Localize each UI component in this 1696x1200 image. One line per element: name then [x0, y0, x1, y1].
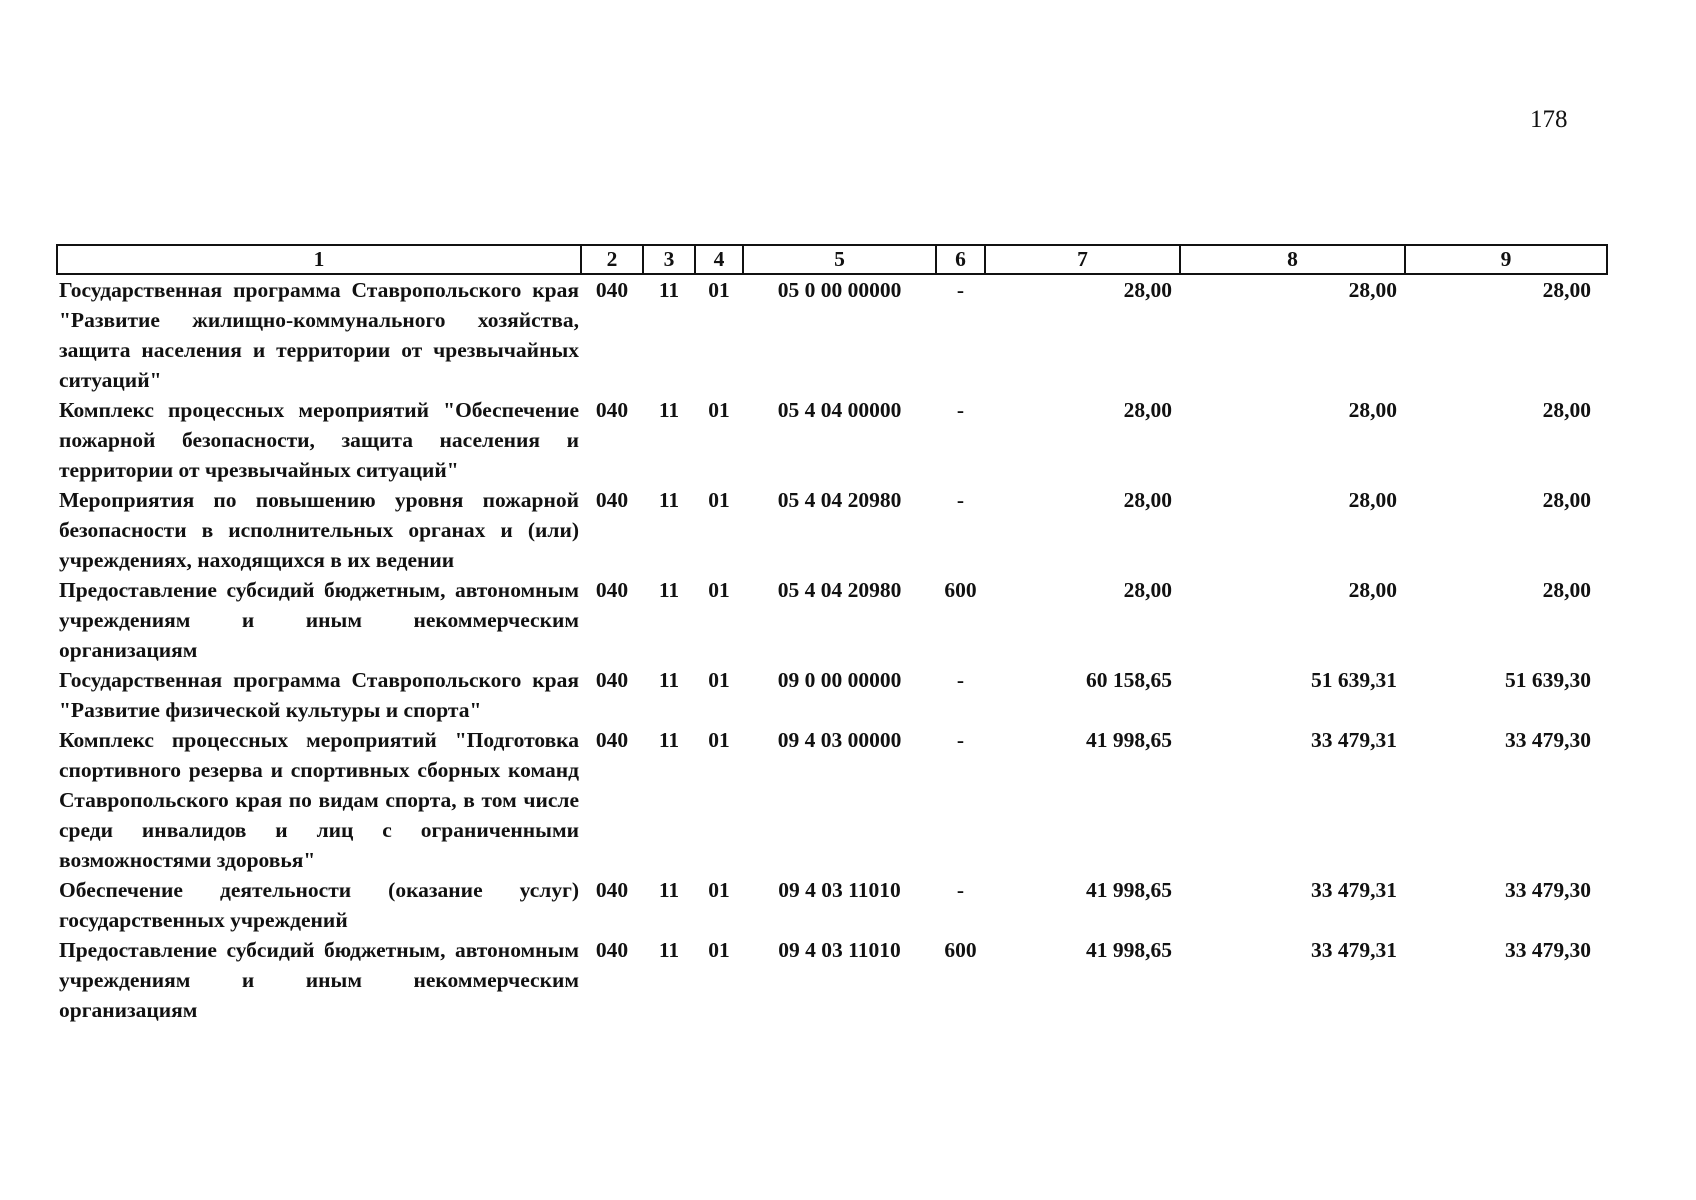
amount-col-9: 28,00 — [1542, 278, 1591, 302]
expense-type-code: - — [956, 878, 965, 902]
amount-col-9: 33 479,30 — [1505, 728, 1591, 752]
expense-type-code: - — [956, 488, 965, 512]
subsection-code: 01 — [708, 878, 730, 902]
amount-col-7: 60 158,65 — [1086, 668, 1172, 692]
section-code: 11 — [658, 278, 680, 302]
subsection-code: 01 — [708, 668, 730, 692]
subsection-code: 01 — [708, 278, 730, 302]
section-code: 11 — [658, 878, 680, 902]
target-article-code: 05 0 00 00000 — [777, 278, 902, 302]
chapter-code: 040 — [595, 938, 629, 962]
column-header: 8 — [1180, 245, 1405, 274]
table-row — [57, 725, 1607, 875]
amount-col-9: 51 639,30 — [1505, 668, 1591, 692]
target-article-code: 09 4 03 00000 — [777, 728, 902, 752]
table-row — [57, 575, 1607, 665]
chapter-code: 040 — [595, 278, 629, 302]
amount-col-8: 33 479,31 — [1311, 878, 1397, 902]
section-code: 11 — [658, 668, 680, 692]
row-name: Комплекс процессных мероприятий "Подготовка спортивного резерва и спортивных сборных команд Ставропольского края по видам спорта, в том числе среди инвалидов и лиц с ограниченными возможностями здоровья" — [59, 728, 579, 872]
table-row — [57, 935, 1607, 1025]
row-name: Предоставление субсидий бюджетным, автономным учреждениям и иным некоммерческим организациям — [59, 938, 579, 1022]
subsection-code: 01 — [708, 728, 730, 752]
amount-col-9: 28,00 — [1542, 488, 1591, 512]
chapter-code: 040 — [595, 728, 629, 752]
section-code: 11 — [658, 728, 680, 752]
amount-col-9: 33 479,30 — [1505, 938, 1591, 962]
expense-type-code: - — [956, 728, 965, 752]
subsection-code: 01 — [708, 488, 730, 512]
amount-col-8: 28,00 — [1348, 278, 1397, 302]
column-header: 5 — [743, 245, 936, 274]
chapter-code: 040 — [595, 668, 629, 692]
table-row — [57, 274, 1607, 395]
column-header: 1 — [57, 245, 581, 274]
amount-col-7: 28,00 — [1123, 278, 1172, 302]
column-header: 7 — [985, 245, 1180, 274]
expense-type-code: 600 — [944, 938, 977, 962]
amount-col-8: 28,00 — [1348, 488, 1397, 512]
table-row — [57, 485, 1607, 575]
column-header: 3 — [643, 245, 695, 274]
subsection-code: 01 — [708, 578, 730, 602]
column-header: 2 — [581, 245, 643, 274]
amount-col-8: 33 479,31 — [1311, 938, 1397, 962]
amount-col-9: 33 479,30 — [1505, 878, 1591, 902]
amount-col-8: 33 479,31 — [1311, 728, 1397, 752]
amount-col-8: 28,00 — [1348, 398, 1397, 422]
table-row — [57, 395, 1607, 485]
section-code: 11 — [658, 398, 680, 422]
table-row — [57, 875, 1607, 935]
row-name: Мероприятия по повышению уровня пожарной безопасности в исполнительных органах и (или) учреждениях, находящихся в их ведении — [59, 488, 579, 572]
budget-table — [56, 244, 1608, 1025]
row-name: Комплекс процессных мероприятий "Обеспечение пожарной безопасности, защита населения и территории от чрезвычайных ситуаций" — [59, 398, 579, 482]
target-article-code: 09 4 03 11010 — [778, 938, 901, 962]
amount-col-7: 41 998,65 — [1086, 878, 1172, 902]
row-name: Предоставление субсидий бюджетным, автономным учреждениям и иным некоммерческим организациям — [59, 578, 579, 662]
target-article-code: 05 4 04 20980 — [777, 488, 902, 512]
expense-type-code: - — [956, 668, 965, 692]
column-header: 4 — [695, 245, 743, 274]
amount-col-8: 51 639,31 — [1311, 668, 1397, 692]
table-row — [57, 665, 1607, 725]
column-header: 6 — [936, 245, 985, 274]
subsection-code: 01 — [708, 938, 730, 962]
target-article-code: 09 4 03 11010 — [778, 878, 901, 902]
expense-type-code: 600 — [944, 578, 977, 602]
amount-col-7: 28,00 — [1123, 398, 1172, 422]
chapter-code: 040 — [595, 488, 629, 512]
amount-col-7: 41 998,65 — [1086, 728, 1172, 752]
amount-col-7: 28,00 — [1123, 488, 1172, 512]
section-code: 11 — [658, 488, 680, 512]
amount-col-7: 41 998,65 — [1086, 938, 1172, 962]
section-code: 11 — [658, 938, 680, 962]
subsection-code: 01 — [708, 398, 730, 422]
header-row — [57, 245, 1607, 274]
row-name: Государственная программа Ставропольского края "Развитие жилищно-коммунального хозяйства, защита населения и территории от чрезвычайных ситуаций" — [59, 278, 579, 392]
amount-col-9: 28,00 — [1542, 578, 1591, 602]
amount-col-7: 28,00 — [1123, 578, 1172, 602]
amount-col-8: 28,00 — [1348, 578, 1397, 602]
target-article-code: 05 4 04 00000 — [777, 398, 902, 422]
section-code: 11 — [658, 578, 680, 602]
column-header: 9 — [1405, 245, 1607, 274]
amount-col-9: 28,00 — [1542, 398, 1591, 422]
page-number: 178 — [1530, 106, 1568, 133]
expense-type-code: - — [956, 278, 965, 302]
target-article-code: 09 0 00 00000 — [777, 668, 902, 692]
row-name: Обеспечение деятельности (оказание услуг) государственных учреждений — [59, 878, 579, 932]
chapter-code: 040 — [595, 398, 629, 422]
chapter-code: 040 — [595, 578, 629, 602]
row-name: Государственная программа Ставропольского края "Развитие физической культуры и спорта" — [59, 668, 579, 722]
target-article-code: 05 4 04 20980 — [777, 578, 902, 602]
chapter-code: 040 — [595, 878, 629, 902]
expense-type-code: - — [956, 398, 965, 422]
